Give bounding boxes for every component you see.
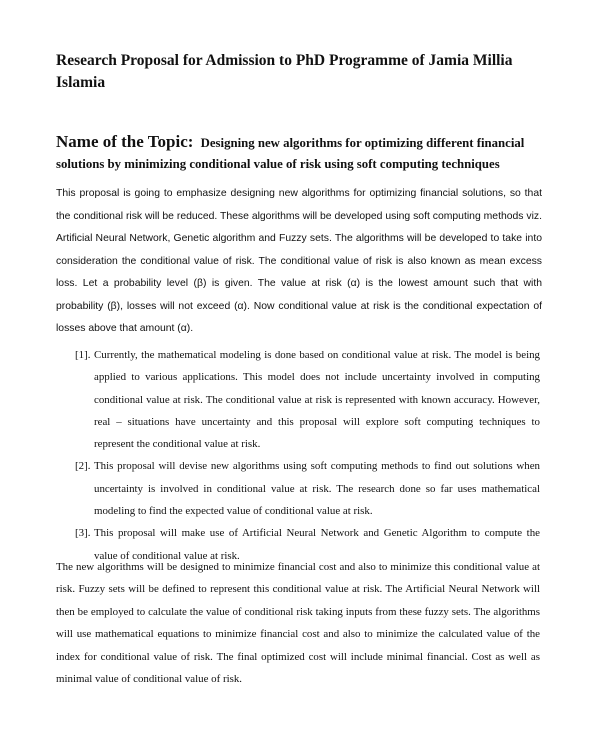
closing-paragraph: The new algorithms will be designed to minimize financial cost and also to minimize this conditional value at risk. Fuzzy sets will be defined to represent this conditional value at risk. The Artificial Neural Network will then be employed to calculate the value of conditional risk taking inputs from these fuzzy sets. The algorithms will use mathematical equations to minimize financial cost and also to minimize the calculated value of the index for conditional value of risk. The final optimized cost will include minimal financial. Cost as well as minimal value of conditional value of risk.: [56, 561, 540, 686]
proposal-points-list: [75, 344, 540, 567]
list-marker: [2].: [75, 460, 91, 473]
list-item-text: This proposal will make use of Artificial Neural Network and Genetic Algorithm to compute the value of conditional value at risk.: [94, 527, 540, 562]
list-marker: [1].: [75, 349, 91, 361]
topic-text: Designing new algorithms for optimizing different financial solutions by minimizing conditional value of risk using soft computing techniques: [56, 136, 525, 171]
list-marker: [3].: [75, 527, 91, 540]
topic-heading: [56, 131, 546, 175]
list-item: [75, 455, 540, 522]
topic-label: Name of the Topic:: [56, 132, 194, 151]
list-item: [75, 344, 540, 455]
intro-paragraph: This proposal is going to emphasize designing new algorithms for optimizing financial solutions, so that the conditional risk will be reduced. These algorithms will be developed using soft computing methods viz. Artificial Neural Network, Genetic algorithm and Fuzzy sets. The algorithms will be developed to take into consideration the conditional value of risk. The conditional value of risk is also known as mean excess loss. Let a probability level (β) is given. The value at risk (α) is the lowest amount such that with probability (β), losses will not exceed (α). Now conditional value at risk is the conditional expectation of losses above that amount (α).: [56, 188, 542, 334]
list-item-text: Currently, the mathematical modeling is done based on conditional value at risk. The model is being applied to various applications. This model does not include uncertainty involved in computing conditional value at risk. The conditional value at risk is represented with known accuracy. However, real – situations have uncertainty and this proposal will explore soft computing techniques to represent the conditional value at risk.: [94, 349, 540, 451]
list-item-text: This proposal will devise new algorithms using soft computing methods to find out solutions when uncertainty is involved in conditional value at risk. The research done so far uses mathematical modeling to find the expected value of conditional value at risk.: [94, 460, 540, 518]
document-title: Research Proposal for Admission to PhD Programme of Jamia Millia Islamia: [56, 52, 513, 91]
